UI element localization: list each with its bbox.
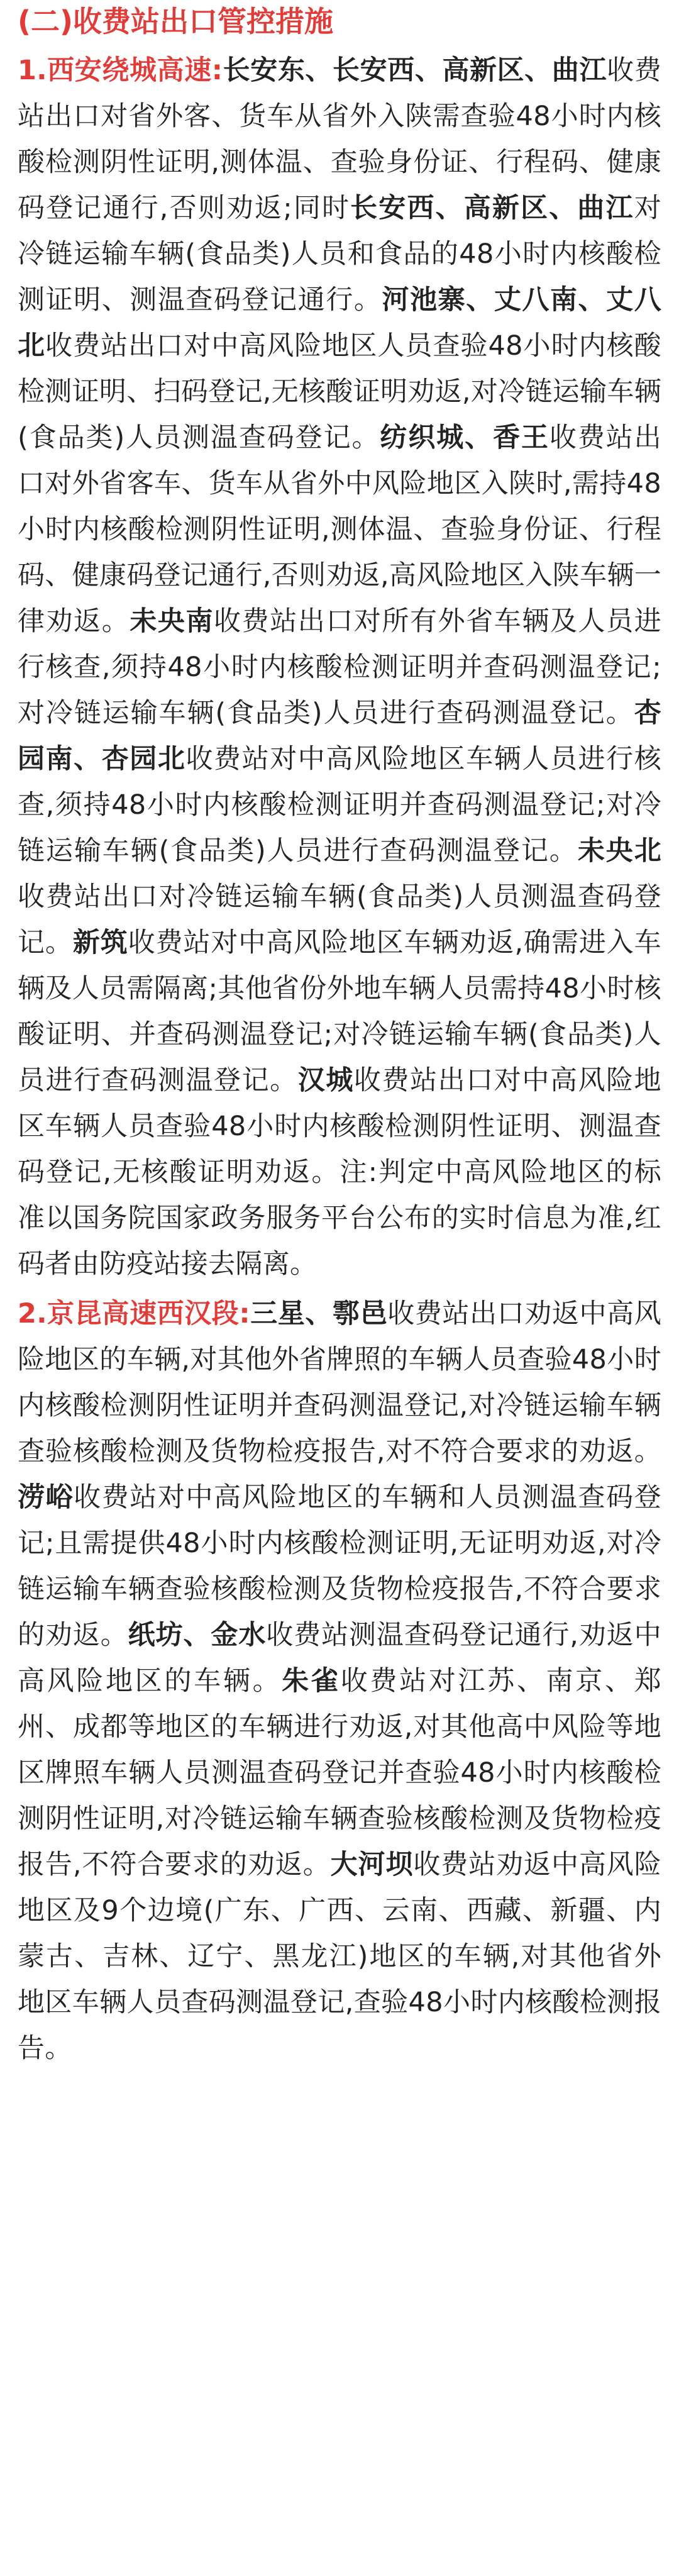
toll-station-names: 未央南 [130,606,214,637]
paragraph-text: 收费站对中高风险地区的车辆和人员测温查码登记;且需提供48小时内核酸检测证明,无证明劝返,对冷链运输车辆查验核酸检测及货物检疫报告,不符合要求的劝返。 [18,1482,661,1651]
toll-station-names: 河池寨、丈八南、丈八北 [18,284,662,362]
article-paragraph [18,48,661,1287]
paragraph-text: 对冷链运输车辆(食品类)人员和食品的48小时内核酸检测证明、测温查码登记通行。 [18,192,662,316]
toll-station-names: 纺织城、香王 [380,422,549,453]
paragraph-number-label: 2.京昆高速西汉段: [18,1298,250,1330]
toll-station-names: 长安东、长安西、高新区、曲江 [223,55,607,86]
paragraph-text: 收费站出口对外省客车、货车从省外中风险地区入陕时,需持48小时内核酸检测阴性证明,测体温、查验身份证、行程码、健康码登记通行,否则劝返,高风险地区入陕车辆一律劝返。 [18,422,661,637]
paragraph-text: 收费站出口劝返中高风险地区的车辆,对其他外省牌照的车辆人员查验48小时内核酸检测阴性证明并查码测温登记,对冷链运输车辆查验核酸检测及货物检疫报告,对不符合要求的劝返。 [18,1298,662,1467]
toll-station-names: 三星、鄠邑 [250,1298,388,1330]
toll-station-names: 未央北 [577,835,661,867]
paragraph-text: 收费站测温查码登记通行,劝返中高风险地区的车辆。 [18,1619,662,1697]
toll-station-names: 汉城 [297,1065,354,1096]
article-list [18,48,661,2072]
toll-station-names: 杏园南、杏园北 [18,697,661,775]
paragraph-text: 收费站出口对冷链运输车辆(食品类)人员测温查码登记。 [18,881,661,958]
paragraph-text: 收费站出口对所有外省车辆及人员进行核查,须持48小时内核酸检测证明并查码测温登记;对冷链运输车辆(食品类)人员进行查码测温登记。 [18,606,661,729]
paragraph-text: 收费站劝返中高风险地区及9个边境(广东、广西、云南、西藏、新疆、内蒙古、吉林、辽宁、黑龙江)地区的车辆,对其他省外地区车辆人员查码测温登记,查验48小时内核酸检测报告。 [18,1849,661,2064]
paragraph-text: 收费站出口对中高风险地区车辆人员查验48小时内核酸检测阴性证明、测温查码登记,无核酸证明劝返。注:判定中高风险地区的标准以国务院国家政务服务平台公布的实时信息为准,红码者由防疫站接去隔离。 [18,1065,661,1280]
toll-station-names: 涝峪 [18,1482,74,1513]
toll-station-names: 大河坝 [330,1849,414,1880]
paragraph-text: 收费站对中高风险地区车辆劝返,确需进入车辆及人员需隔离;其他省份外地车辆人员需持48小时核酸证明、并查码测温登记;对冷链运输车辆(食品类)人员进行查码测温登记。 [18,927,661,1096]
article-paragraph [18,1291,661,2072]
toll-station-names: 长安西、高新区、曲江 [350,192,634,224]
paragraph-text: 收费站对中高风险地区车辆人员进行核查,须持48小时内核酸检测证明并查码测温登记;对冷链运输车辆(食品类)人员进行查码测温登记。 [18,743,661,867]
toll-station-names: 纸坊、金水 [128,1619,267,1651]
toll-station-names: 朱雀 [282,1665,341,1697]
paragraph-text: 收费站对江苏、南京、郑州、成都等地区的车辆进行劝返,对其他高中风险等地区牌照车辆人员测温查码登记并查验48小时内核酸检测阴性证明,对冷链运输车辆查验核酸检测及货物检疫报告,不符合要求的劝返。 [18,1665,661,1880]
toll-station-names: 新筑 [72,927,128,958]
paragraph-text: 收费站出口对中高风险地区人员查验48小时内核酸检测证明、扫码登记,无核酸证明劝返,对冷链运输车辆(食品类)人员测温查码登记。 [18,330,661,453]
section-title: (二)收费站出口管控措施 [18,4,334,38]
paragraph-text: 收费站出口对省外客、货车从省外入陕需查验48小时内核酸检测阴性证明,测体温、查验身份证、行程码、健康码登记通行,否则劝返;同时 [18,55,661,224]
paragraph-number-label: 1.西安绕城高速: [18,55,223,86]
